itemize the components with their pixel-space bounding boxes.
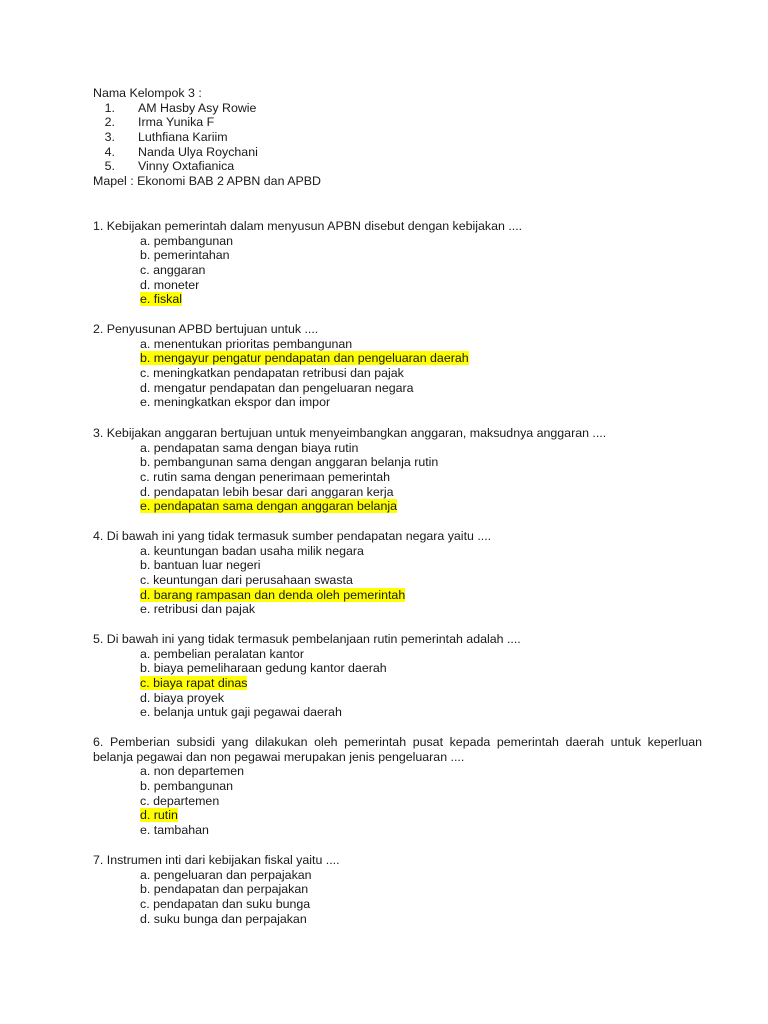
subject-line: Mapel : Ekonomi BAB 2 APBN dan APBD [93, 174, 321, 189]
question-2 [93, 322, 703, 410]
option-text: b. bantuan luar negeri [140, 558, 261, 573]
option-a [93, 544, 703, 559]
option-d [93, 691, 703, 706]
option-text: a. pengeluaran dan perpajakan [140, 867, 312, 882]
member-item [93, 159, 703, 174]
highlighted-answer: d. barang rampasan dan denda oleh pemerintah [140, 587, 406, 602]
question-text: 3. Kebijakan anggaran bertujuan untuk menyeimbangkan anggaran, maksudnya anggaran .... [93, 426, 607, 440]
option-a [93, 234, 703, 249]
option-text: a. pembangunan [140, 233, 234, 248]
option-text: d. moneter [140, 277, 200, 292]
question-text: 2. Penyusunan APBD bertujuan untuk .... [93, 322, 319, 336]
option-text: a. keuntungan badan usaha milik negara [140, 543, 364, 558]
option-a [93, 441, 703, 456]
option-text: b. pembangunan sama dengan anggaran belanja rutin [140, 455, 439, 470]
option-b [93, 558, 703, 573]
option-c [93, 794, 702, 809]
question-4 [93, 529, 703, 617]
option-text: d. pendapatan lebih besar dari anggaran kerja [140, 484, 394, 499]
member-item [93, 101, 703, 116]
option-c-answer [93, 676, 703, 691]
highlighted-answer: d. rutin [140, 808, 178, 823]
highlighted-answer: e. fiskal [140, 292, 183, 307]
option-a [93, 337, 703, 352]
option-text: d. mengatur pendapatan dan pengeluaran negara [140, 380, 414, 395]
option-text: d. suku bunga dan perpajakan [140, 911, 307, 926]
option-text: b. pendapatan dan perpajakan [140, 882, 309, 897]
option-c [93, 263, 703, 278]
member-item [93, 115, 703, 130]
option-text: a. menentukan prioritas pembangunan [140, 336, 353, 351]
question-3 [93, 426, 703, 514]
member-item [93, 145, 703, 160]
option-c [93, 470, 703, 485]
member-item [93, 130, 703, 145]
question-1 [93, 219, 703, 307]
member-number: 4. [104, 144, 115, 159]
option-b [93, 882, 703, 897]
option-c [93, 573, 703, 588]
member-name: Irma Yunika F [138, 115, 215, 130]
option-c [93, 897, 703, 912]
option-a [93, 647, 703, 662]
option-text: e. meningkatkan ekspor dan impor [140, 395, 331, 410]
option-c [93, 366, 703, 381]
highlighted-answer: b. mengayur pengatur pendapatan dan pengeluaran daerah [140, 351, 469, 366]
option-text: d. biaya proyek [140, 690, 225, 705]
question-7 [93, 853, 703, 926]
option-e [93, 823, 702, 838]
option-text: a. pembelian peralatan kantor [140, 646, 304, 661]
option-d-answer [93, 808, 702, 823]
option-b [93, 248, 703, 263]
option-text: c. anggaran [140, 263, 206, 278]
member-name: Vinny Oxtafianica [138, 159, 235, 174]
question-5 [93, 632, 703, 720]
option-e-answer [93, 499, 703, 514]
question-text: 1. Kebijakan pemerintah dalam menyusun APBN disebut dengan kebijakan .... [93, 219, 523, 233]
option-text: a. non departemen [140, 764, 245, 779]
option-a [93, 868, 703, 883]
question-text: 4. Di bawah ini yang tidak termasuk sumber pendapatan negara yaitu .... [93, 529, 492, 543]
option-e-answer [93, 292, 703, 307]
option-text: c. departemen [140, 793, 220, 808]
option-text: b. biaya pemeliharaan gedung kantor daerah [140, 661, 387, 676]
highlighted-answer: e. pendapatan sama dengan anggaran belanja [140, 499, 397, 514]
option-b [93, 779, 702, 794]
option-d [93, 381, 703, 396]
member-number: 1. [104, 100, 115, 115]
option-b-answer [93, 351, 703, 366]
member-name: Nanda Ulya Roychani [138, 144, 258, 159]
option-d [93, 278, 703, 293]
option-text: c. rutin sama dengan penerimaan pemerintah [140, 470, 391, 485]
member-number: 2. [104, 115, 115, 130]
option-text: e. belanja untuk gaji pegawai daerah [140, 705, 342, 720]
group-header [93, 86, 703, 189]
question-6 [93, 735, 702, 838]
option-text: c. meningkatkan pendapatan retribusi dan pajak [140, 366, 404, 381]
option-text: c. pendapatan dan suku bunga [140, 897, 311, 912]
question-text: 5. Di bawah ini yang tidak termasuk pembelanjaan rutin pemerintah adalah .... [93, 632, 521, 646]
option-text: b. pembangunan [140, 779, 234, 794]
option-text: b. pemerintahan [140, 248, 230, 263]
question-text: 7. Instrumen inti dari kebijakan fiskal yaitu .... [93, 853, 340, 867]
option-e [93, 705, 703, 720]
option-d-answer [93, 588, 703, 603]
option-text: a. pendapatan sama dengan biaya rutin [140, 440, 359, 455]
option-b [93, 455, 703, 470]
member-number: 3. [104, 130, 115, 145]
question-text: 6. Pemberian subsidi yang dilakukan oleh pemerintah pusat kepada pemerintah daerah untuk keperluan belanja pegawai dan non pegawai merupakan jenis pengeluaran .... [93, 735, 702, 764]
option-a [93, 764, 702, 779]
member-number: 5. [104, 159, 115, 174]
option-e [93, 602, 703, 617]
option-text: e. retribusi dan pajak [140, 602, 256, 617]
option-d [93, 912, 703, 927]
member-name: AM Hasby Asy Rowie [138, 100, 257, 115]
member-name: Luthfiana Kariim [138, 130, 228, 145]
option-text: c. keuntungan dari perusahaan swasta [140, 573, 353, 588]
option-text: e. tambahan [140, 823, 209, 838]
highlighted-answer: c. biaya rapat dinas [140, 676, 248, 691]
option-e [93, 395, 703, 410]
option-d [93, 485, 703, 500]
option-b [93, 661, 703, 676]
group-label: Nama Kelompok 3 : [93, 86, 202, 100]
